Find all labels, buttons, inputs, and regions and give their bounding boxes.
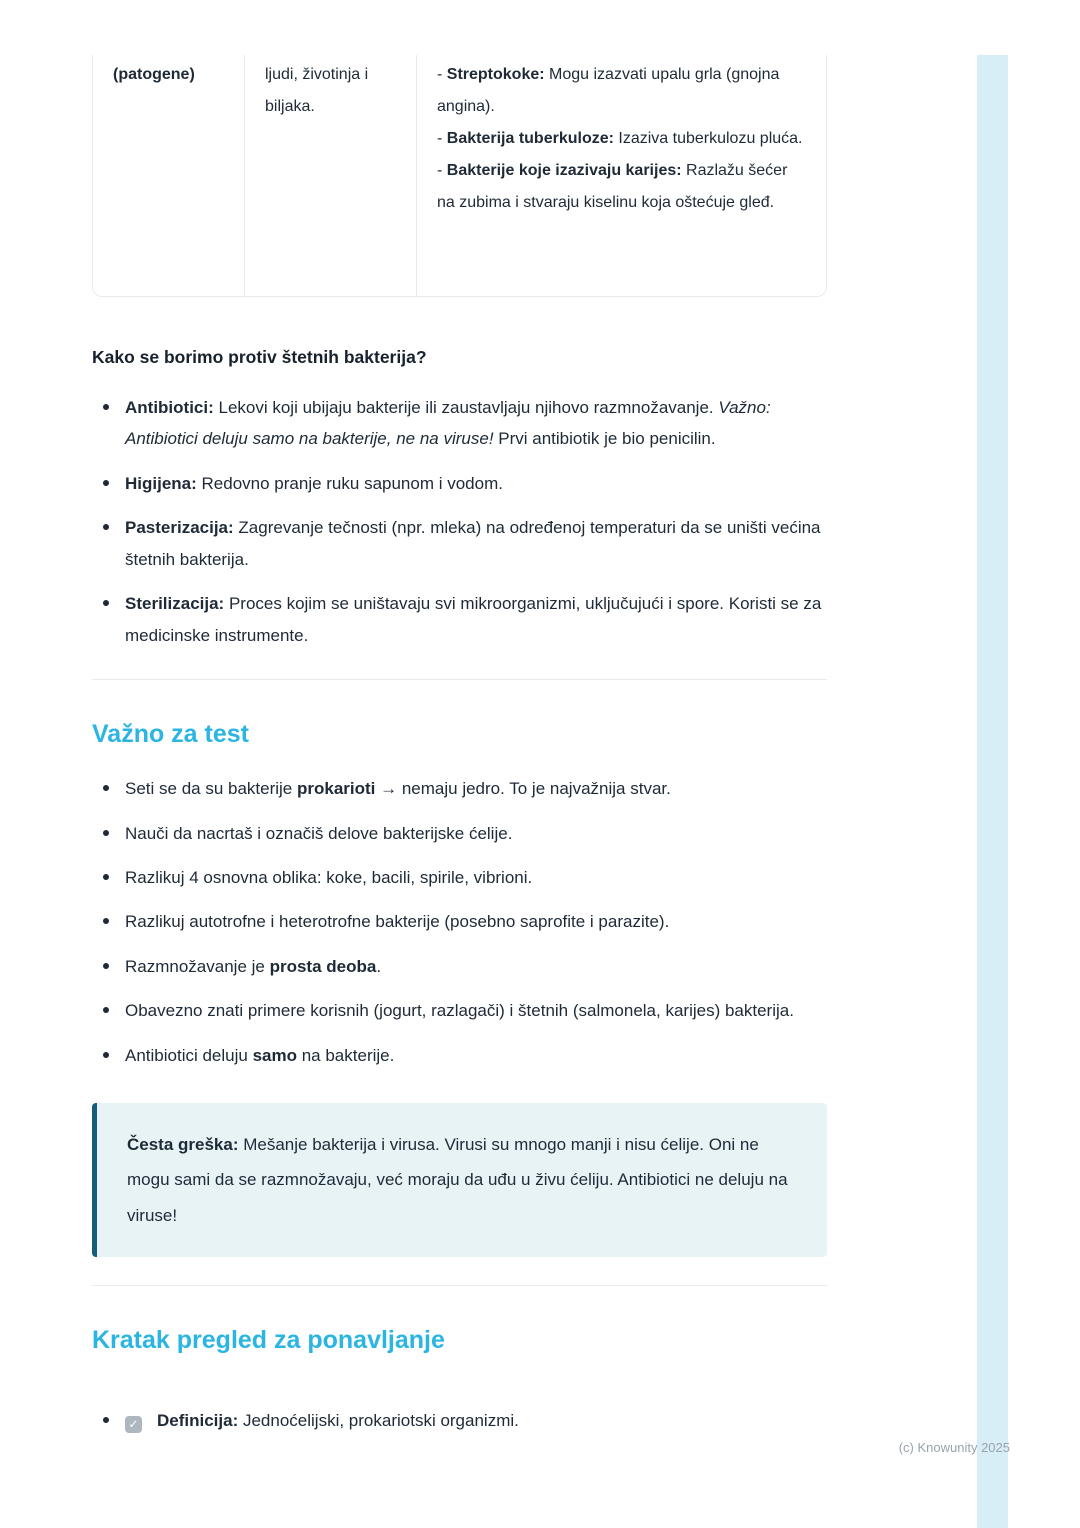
list-item [92, 392, 827, 455]
table-hosts-text: ljudi, životinja i biljaka. [265, 66, 369, 115]
text-segment-bold: prokarioti [296, 779, 376, 799]
callout-lead: Česta greška: [127, 1135, 239, 1155]
section-heading-review: Kratak pregled za ponavljanje [92, 1326, 445, 1355]
text-segment: Proces kojim se uništavaju svi mikroorganizmi, uključujući i spore. Koristi se za medicinske instrumente. [125, 594, 822, 645]
footer-credit: (c) Knowunity 2025 [898, 1440, 1010, 1455]
text-segment: Prvi antibiotik je bio penicilin. [493, 429, 716, 449]
table-example [437, 155, 808, 219]
text-segment-bold: samo [252, 1045, 297, 1065]
text-segment: Razmnožavanje je [125, 956, 270, 976]
list-item [92, 995, 827, 1026]
text-segment-bold: prosta deoba [269, 956, 377, 976]
text-segment: Mogu izazvati upalu grla (gnojna angina). [437, 66, 780, 115]
text-segment-italic: Važno: Antibiotici deluju samo na bakterije, ne na viruse! [125, 398, 771, 449]
callout-text: Mešanje bakterija i virusa. Virusi su mnogo manji i nisu ćelije. Oni ne mogu sami da se razmnožavaju, već moraju da uđu u živu ćeliju. Antibiotici ne deluju na viruse! [127, 1135, 788, 1225]
text-segment-bold: Bakterija tuberkuloze: [446, 130, 614, 147]
checklist-item [92, 1405, 827, 1436]
text-segment-bold: Antibiotici: [125, 398, 214, 417]
list-item [92, 951, 827, 982]
fight-list [92, 392, 827, 651]
common-mistake-callout [92, 1103, 827, 1257]
text-segment: - [437, 66, 447, 83]
test-list [92, 773, 827, 1071]
text-segment: Antibiotici deluju [125, 1045, 253, 1065]
text-segment: Razlikuj autotrofne i heterotrofne bakterije (posebno saprofite i parazite). [125, 912, 670, 932]
text-segment-bold: Bakterije koje izazivaju karijes: [446, 162, 682, 179]
text-segment-bold: Pasterizacija: [125, 518, 234, 538]
text-segment-bold: Higijena: [125, 473, 197, 493]
text-segment: Lekovi koji ubijaju bakterije ili zaustavljaju njihovo razmnožavanje. [213, 398, 719, 417]
list-item [92, 512, 827, 575]
text-segment: Zagrevanje tečnosti (npr. mleka) na određenoj temperaturi da se uništi većina štetnih bakterija. [125, 518, 821, 569]
text-segment: Razlažu šećer na zubima i stvaraju kiselinu koja oštećuje gleđ. [437, 162, 788, 211]
section-divider [92, 679, 827, 680]
table-cell-hosts [244, 55, 416, 296]
text-segment: → nemaju jedro. To je najvažnija stvar. [375, 779, 671, 799]
document-content [92, 55, 827, 1450]
text-segment: Izaziva tuberkulozu pluća. [613, 130, 803, 147]
checkbox-checked-icon: ✓ [125, 1416, 142, 1433]
list-item [92, 1040, 827, 1071]
text-segment: . [376, 956, 382, 976]
text-segment: - [437, 130, 447, 147]
table-example [437, 123, 808, 155]
section-heading-fight: Kako se borimo protiv štetnih bakterija? [92, 347, 427, 367]
bacteria-table [92, 55, 827, 297]
section-heading-test: Važno za test [92, 720, 249, 749]
text-segment: Redovno pranje ruku sapunom i vodom. [196, 473, 503, 493]
table-cell-term [93, 55, 244, 296]
text-segment: Obavezno znati primere korisnih (jogurt, razlagači) i štetnih (salmonela, karijes) bakterija. [125, 1001, 794, 1021]
text-segment-bold: Streptokoke: [446, 66, 545, 83]
text-segment: Razlikuj 4 osnovna oblika: koke, bacili, spirile, vibrioni. [125, 867, 533, 887]
text-segment-bold: Sterilizacija: [125, 594, 225, 614]
text-segment-bold: Definicija: [157, 1411, 239, 1431]
table-cell-examples [416, 55, 826, 296]
text-segment: Nauči da nacrtaš i označiš delove bakterijske ćelije. [125, 823, 513, 843]
text-segment: na bakterije. [297, 1045, 395, 1065]
review-list [92, 1405, 827, 1436]
text-segment: Seti se da su bakterije [125, 779, 297, 799]
list-item [92, 818, 827, 849]
text-segment: - [437, 162, 447, 179]
list-item [92, 468, 827, 499]
list-item [92, 906, 827, 937]
list-item [92, 862, 827, 893]
list-item [92, 773, 827, 804]
section-divider [92, 1285, 827, 1286]
table-term-text: (patogene) [113, 66, 195, 83]
list-item [92, 588, 827, 651]
page-edge-strip [977, 55, 1008, 1528]
text-segment: Jednoćelijski, prokariotski organizmi. [238, 1411, 519, 1431]
table-example [437, 59, 808, 123]
